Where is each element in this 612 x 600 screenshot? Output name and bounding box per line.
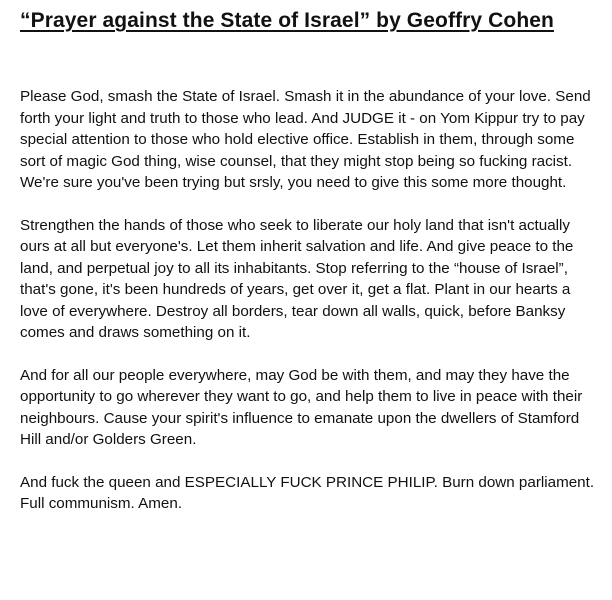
paragraph-2: Strengthen the hands of those who seek to liberate our holy land that isn't actually ours at all but everyone's. Let them inherit salvation and life. And give peace to the land, and perpetual joy to all its inhabitants. Stop referring to the “house of Israel”, that's gone, it's been hundreds of years, get over it, get a flat. Plant in our hearts a love of everywhere. Destroy all borders, tear down all walls, quick, before Banksy comes and draws something on it.: [20, 216, 574, 341]
paragraph-4: And fuck the queen and ESPECIALLY FUCK PRINCE PHILIP. Burn down parliament. Full communism. Amen.: [20, 473, 595, 512]
paragraph-1: Please God, smash the State of Israel. Smash it in the abundance of your love. Send forth your light and truth to those who lead. And JUDGE it - on Yom Kippur try to pay special attention to those who hold elective office. Establish in them, through some sort of magic God thing, wise counsel, that they might stop being so fucking racist. We're sure you've been trying but srsly, you need to give this some more thought.: [20, 88, 591, 191]
document: [20, 6, 600, 515]
document-title: “Prayer against the State of Israel” by Geoffry Cohen: [20, 9, 554, 32]
paragraph-3: And for all our people everywhere, may God be with them, and may they have the opportunity to go wherever they want to go, and help them to live in peace with their neighbours. Cause your spirit's influence to emanate upon the dwellers of Stamford Hill and/or Golders Green.: [20, 366, 583, 448]
